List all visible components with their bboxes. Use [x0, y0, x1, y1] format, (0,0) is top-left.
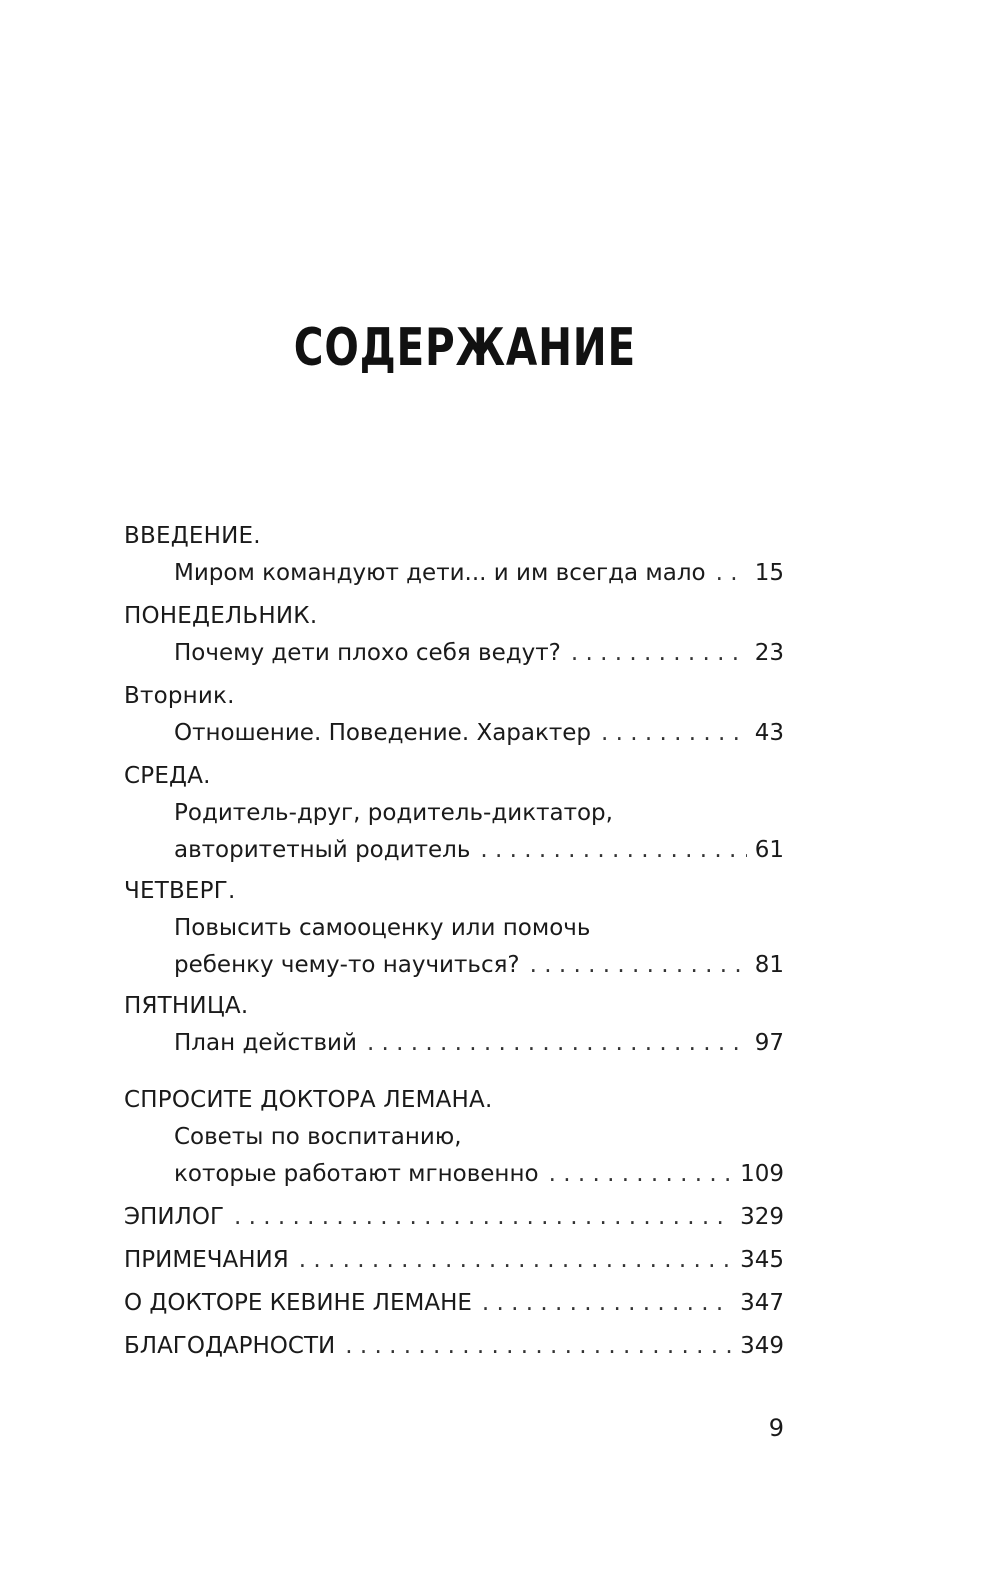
toc-page-number: 15 — [754, 560, 784, 586]
toc-subtitle: которые работают мгновенно — [174, 1161, 539, 1187]
toc-entry-about-author — [124, 1285, 784, 1322]
dot-leader — [530, 947, 747, 984]
toc-heading: ЧЕТВЕРГ. — [124, 878, 236, 904]
dot-leader — [549, 1156, 733, 1193]
toc-entry-wednesday — [124, 758, 784, 869]
toc-entry-notes — [124, 1242, 784, 1279]
dot-leader — [716, 555, 747, 592]
toc-subtitle: Повысить самооценку или помочь — [174, 915, 591, 941]
toc-heading: ЭПИЛОГ — [124, 1204, 224, 1230]
toc-page-number: 81 — [754, 952, 784, 978]
toc-subtitle: ребенку чему-то научиться? — [174, 952, 520, 978]
toc-subtitle: Миром командуют дети... и им всегда мало — [174, 560, 706, 586]
dot-leader — [480, 832, 746, 869]
toc-line — [174, 555, 784, 592]
toc-entry-thursday — [124, 873, 784, 984]
toc-line — [174, 715, 784, 752]
toc-subtitle: План действий — [174, 1030, 357, 1056]
dot-leader — [299, 1242, 732, 1279]
page-title: СОДЕРЖАНИЕ — [293, 318, 637, 378]
toc-subtitle: авторитетный родитель — [174, 837, 471, 863]
dot-leader — [571, 635, 747, 672]
toc-page-number: 329 — [740, 1204, 784, 1230]
dot-leader — [482, 1285, 732, 1322]
toc-page-number: 347 — [740, 1290, 784, 1316]
toc-entry-monday — [124, 598, 784, 672]
toc-heading: ПРИМЕЧАНИЯ — [124, 1247, 289, 1273]
dot-leader — [367, 1025, 747, 1062]
toc-line — [174, 947, 784, 984]
toc-page-number: 349 — [740, 1333, 784, 1359]
toc-page-number: 97 — [754, 1030, 784, 1056]
toc-heading: СПРОСИТЕ ДОКТОРА ЛЕМАНА. — [124, 1087, 493, 1113]
toc-page-number: 23 — [754, 640, 784, 666]
toc-page-number: 345 — [740, 1247, 784, 1273]
toc-subtitle: Отношение. Поведение. Характер — [174, 720, 592, 746]
toc-heading: ПЯТНИЦА. — [124, 993, 249, 1019]
toc-line — [174, 1025, 784, 1062]
toc-page-number: 43 — [754, 720, 784, 746]
toc-entry-tuesday — [124, 678, 784, 752]
toc-heading: ВВЕДЕНИЕ. — [124, 523, 261, 549]
toc-entry-acknowledgements — [124, 1328, 784, 1365]
toc-subtitle: Родитель-друг, родитель-диктатор, — [174, 800, 613, 826]
page-number: 9 — [768, 1414, 784, 1442]
dot-leader — [345, 1328, 732, 1365]
toc-entry-friday — [124, 988, 784, 1062]
toc-entry-introduction — [124, 518, 784, 592]
toc-heading: СРЕДА. — [124, 763, 211, 789]
toc-line — [174, 635, 784, 672]
toc-heading: Вторник. — [124, 683, 235, 709]
toc-line — [174, 832, 784, 869]
toc-heading: БЛАГОДАРНОСТИ — [124, 1333, 336, 1359]
toc-line — [174, 1156, 784, 1193]
dot-leader — [601, 715, 747, 752]
toc-entry-ask-dr-leman — [124, 1082, 784, 1193]
toc-heading: О ДОКТОРЕ КЕВИНЕ ЛЕМАНЕ — [124, 1290, 472, 1316]
toc-heading: ПОНЕДЕЛЬНИК. — [124, 603, 318, 629]
toc-subtitle: Почему дети плохо себя ведут? — [174, 640, 561, 666]
toc-page-number: 109 — [740, 1161, 784, 1187]
toc-entry-epilogue — [124, 1199, 784, 1236]
dot-leader — [234, 1199, 732, 1236]
toc-page-number: 61 — [754, 837, 784, 863]
table-of-contents — [124, 518, 784, 1365]
toc-subtitle: Советы по воспитанию, — [174, 1124, 462, 1150]
